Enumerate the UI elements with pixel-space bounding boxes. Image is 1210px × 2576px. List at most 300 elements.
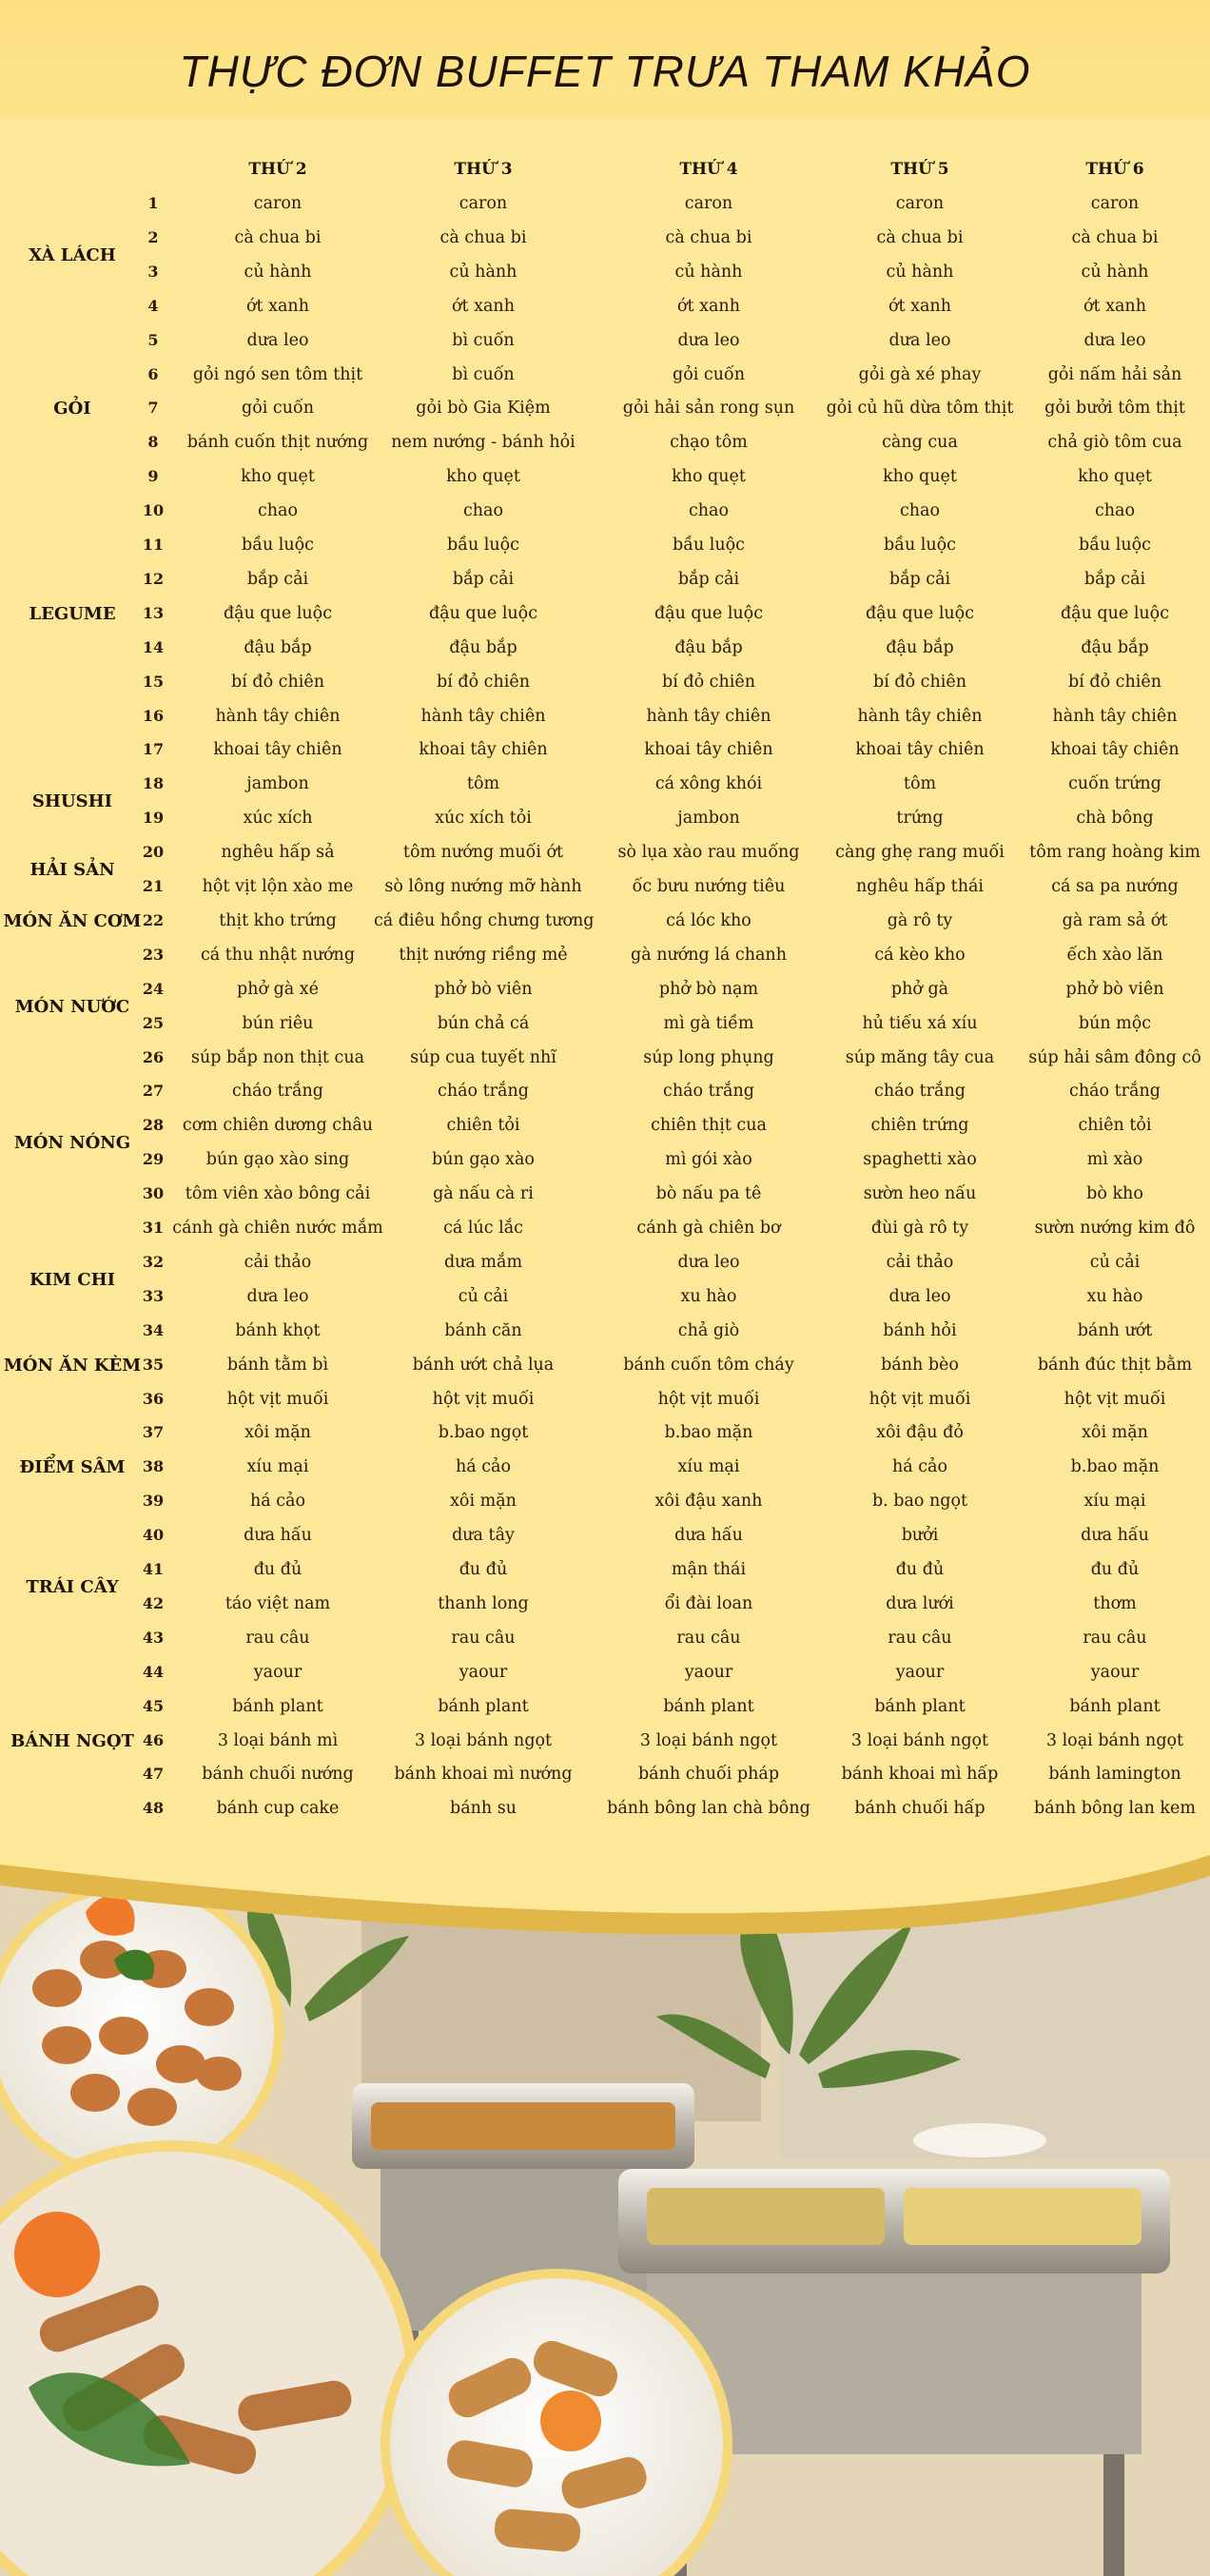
dish-cell: xôi đậu xanh	[654, 1492, 763, 1512]
dish-cell: đậu que luộc	[654, 603, 764, 623]
dish-cell: nem nướng - bánh hỏi	[391, 433, 576, 453]
dish-cell: bò kho	[1086, 1184, 1143, 1204]
dish-cell: cà chua bi	[234, 227, 322, 247]
dish-cell: bánh hỏi	[883, 1320, 957, 1340]
dish-cell: cháo trắng	[874, 1082, 966, 1102]
dish-cell: xôi đậu đỏ	[876, 1423, 964, 1443]
dish-cell: rau câu	[676, 1628, 741, 1648]
dish-cell: gỏi ngó sen tôm thịt	[192, 364, 363, 384]
dish-cell: đậu bắp	[1081, 637, 1149, 657]
row-number: 25	[142, 1013, 165, 1032]
dish-cell: mì gà tiềm	[663, 1013, 754, 1033]
row-number: 15	[142, 672, 165, 691]
dish-cell: bầu luộc	[673, 536, 745, 555]
dish-cell: rau câu	[245, 1628, 310, 1648]
dish-cell: yaour	[684, 1662, 733, 1682]
dish-cell: bánh khoai mì nướng	[394, 1765, 573, 1785]
menu-row	[0, 1655, 1210, 1689]
dish-cell: bún gạo xào	[432, 1150, 535, 1170]
category-label: GỎI	[53, 399, 91, 420]
day-header-5: THỨ 5	[890, 160, 949, 179]
dish-cell: xíu mại	[677, 1457, 740, 1477]
dish-cell: hột vịt muối	[226, 1389, 329, 1409]
dish-cell: bầu luộc	[884, 536, 956, 555]
dish-cell: hành tây chiên	[646, 706, 771, 726]
dish-cell: củ hành	[886, 262, 954, 282]
dish-cell: 3 loại bánh ngọt	[850, 1730, 989, 1750]
dish-cell: chả giò tôm cua	[1047, 433, 1182, 453]
dish-cell: kho quẹt	[1078, 467, 1152, 487]
row-number: 3	[147, 262, 159, 281]
dish-cell: chà bông	[1076, 809, 1154, 829]
row-number: 27	[142, 1082, 165, 1101]
dish-cell: caron	[895, 194, 945, 213]
dish-cell: bắp cải	[246, 569, 309, 589]
dish-cell: tôm viên xào bông cải	[185, 1184, 371, 1204]
dish-cell: đậu que luộc	[1060, 603, 1170, 623]
menu-row	[0, 1177, 1210, 1211]
dish-cell: xôi mặn	[1082, 1423, 1148, 1443]
dish-cell: củ hành	[449, 262, 517, 282]
dish-cell: hột vịt muối	[657, 1389, 760, 1409]
dish-cell: bún riêu	[242, 1013, 314, 1033]
menu-row	[0, 1074, 1210, 1108]
row-number: 33	[142, 1286, 165, 1305]
row-number: 34	[142, 1320, 165, 1339]
dish-cell: bí đỏ chiên	[437, 672, 530, 692]
row-number: 30	[142, 1184, 165, 1203]
row-number: 48	[142, 1799, 165, 1818]
menu-row	[0, 1724, 1210, 1758]
dish-cell: bánh chuối nướng	[202, 1765, 354, 1785]
dish-cell: dưa hấu	[244, 1526, 312, 1546]
menu-row	[0, 665, 1210, 699]
dish-cell: dưa leo	[888, 1286, 951, 1306]
menu-row	[0, 1382, 1210, 1416]
dish-cell: rau câu	[888, 1628, 952, 1648]
category-label: KIM CHI	[29, 1269, 115, 1290]
dish-cell: đậu bắp	[674, 637, 743, 657]
menu-row	[0, 1279, 1210, 1314]
row-number: 42	[142, 1593, 165, 1612]
menu-row	[0, 528, 1210, 562]
dish-cell: ớt xanh	[246, 296, 309, 316]
category-label: HẢI SẢN	[29, 860, 115, 881]
menu-row	[0, 1587, 1210, 1621]
dish-cell: hột vịt lộn xào me	[202, 877, 354, 896]
dish-cell: bánh khoai mì hấp	[841, 1765, 999, 1785]
row-number: 26	[142, 1047, 165, 1066]
dish-cell: ếch xào lăn	[1066, 945, 1163, 965]
menu-row	[0, 904, 1210, 938]
dish-cell: chạo tôm	[670, 433, 748, 453]
dish-cell: bún gạo xào sing	[205, 1150, 350, 1170]
dish-cell: xúc xích	[243, 809, 313, 829]
dish-cell: b.bao ngọt	[438, 1423, 529, 1443]
dish-cell: yaour	[253, 1662, 302, 1682]
dish-cell: củ hành	[1081, 262, 1149, 282]
dish-cell: thơm	[1093, 1593, 1137, 1613]
row-number: 38	[142, 1457, 165, 1476]
dish-cell: bánh chuối hấp	[854, 1799, 986, 1819]
dish-cell: hủ tiếu xá xíu	[862, 1013, 978, 1033]
row-number: 36	[142, 1389, 165, 1408]
day-header-2: THỨ 2	[248, 160, 307, 179]
row-number: 1	[147, 194, 159, 212]
row-number: 35	[142, 1355, 165, 1374]
dish-cell: dưa hấu	[1081, 1526, 1149, 1546]
category-label: BÁNH NGỌT	[10, 1730, 134, 1751]
dish-cell: bánh plant	[874, 1696, 966, 1716]
dish-cell: tôm	[903, 774, 937, 794]
dish-cell: cháo trắng	[1069, 1082, 1161, 1102]
dish-cell: dưa leo	[246, 1286, 309, 1306]
dish-cell: rau câu	[1083, 1628, 1147, 1648]
dish-cell: đậu que luộc	[428, 603, 538, 623]
dish-cell: spaghetti xào	[863, 1150, 977, 1170]
dish-cell: bắp cải	[1083, 569, 1146, 589]
dish-cell: bầu luộc	[1079, 536, 1151, 555]
menu-row	[0, 1142, 1210, 1177]
dish-cell: kho quẹt	[241, 467, 315, 487]
dish-cell: trứng	[896, 809, 944, 829]
row-number: 14	[142, 637, 165, 656]
row-number: 32	[142, 1252, 165, 1271]
row-number: 28	[142, 1116, 165, 1135]
dish-cell: caron	[1090, 194, 1140, 213]
row-number: 13	[142, 603, 165, 622]
category-label: MÓN NÓNG	[13, 1133, 131, 1154]
dish-cell: 3 loại bánh ngọt	[639, 1730, 778, 1750]
row-number: 8	[147, 433, 159, 452]
dish-cell: cà chua bi	[665, 227, 752, 247]
dish-cell: cá sa pa nướng	[1051, 877, 1179, 896]
dish-cell: bì cuốn	[452, 330, 515, 350]
dish-cell: nghêu hấp thái	[855, 877, 985, 896]
menu-row	[0, 1552, 1210, 1587]
dish-cell: gỏi củ hũ dừa tôm thịt	[826, 399, 1014, 419]
dish-cell: ổi đài loan	[664, 1593, 753, 1613]
dish-cell: bí đỏ chiên	[873, 672, 966, 692]
dish-cell: bánh cuốn thịt nướng	[186, 433, 369, 453]
dish-cell: gỏi bò Gia Kiệm	[416, 399, 551, 419]
dish-cell: đu đủ	[253, 1560, 302, 1579]
dish-cell: xu hào	[1086, 1286, 1143, 1306]
dish-cell: bánh plant	[1069, 1696, 1161, 1716]
menu-row	[0, 1314, 1210, 1348]
dish-cell: đu đủ	[895, 1560, 945, 1579]
dish-cell: bí đỏ chiên	[231, 672, 324, 692]
row-number: 6	[147, 364, 159, 383]
dish-cell: dưa mắm	[443, 1252, 523, 1272]
day-header-6: THỨ 6	[1085, 160, 1144, 179]
dish-cell: cà chua bi	[1071, 227, 1159, 247]
row-number: 21	[142, 877, 165, 895]
dish-cell: xúc xích tỏi	[435, 809, 532, 829]
dish-cell: khoai tây chiên	[644, 740, 773, 760]
dish-cell: bí đỏ chiên	[662, 672, 755, 692]
row-number: 12	[142, 569, 165, 588]
dish-cell: gỏi cuốn	[673, 364, 745, 384]
dish-cell: táo việt nam	[224, 1593, 331, 1613]
menu-row	[0, 221, 1210, 255]
menu-row	[0, 1006, 1210, 1041]
row-number: 44	[142, 1662, 165, 1681]
dish-cell: gà ram sả ớt	[1062, 910, 1168, 930]
dish-cell: càng cua	[882, 433, 958, 453]
row-number: 4	[147, 296, 159, 315]
dish-cell: sò lông nướng mỡ hành	[384, 877, 582, 896]
dish-cell: đu đủ	[1090, 1560, 1140, 1579]
menu-row	[0, 1791, 1210, 1825]
row-number: 9	[147, 467, 159, 486]
dish-cell: bánh bèo	[881, 1355, 959, 1375]
dish-cell: cải thảo	[244, 1252, 312, 1272]
menu-row	[0, 425, 1210, 459]
dish-cell: đậu bắp	[886, 637, 954, 657]
dish-cell: cháo trắng	[232, 1082, 323, 1102]
dish-cell: đậu que luộc	[223, 603, 333, 623]
row-number: 11	[142, 536, 165, 554]
dish-cell: bánh su	[450, 1799, 517, 1819]
dish-cell: caron	[459, 194, 508, 213]
menu-row	[0, 767, 1210, 801]
dish-cell: dưa leo	[888, 330, 951, 350]
dish-cell: xôi mặn	[244, 1423, 311, 1443]
dish-cell: gà nướng lá chanh	[631, 945, 787, 965]
day-header-4: THỨ 4	[679, 160, 738, 179]
dish-cell: hành tây chiên	[420, 706, 546, 726]
dish-cell: cà chua bi	[439, 227, 527, 247]
menu-row	[0, 289, 1210, 323]
menu-row	[0, 1450, 1210, 1484]
page-title: THỰC ĐƠN BUFFET TRƯA THAM KHẢO	[179, 47, 1031, 96]
row-number: 46	[142, 1730, 165, 1749]
dish-cell: khoai tây chiên	[419, 740, 548, 760]
dish-cell: bánh bông lan kem	[1034, 1799, 1196, 1819]
dish-cell: ốc bưu nướng tiêu	[632, 877, 786, 896]
menu-row	[0, 1211, 1210, 1245]
dish-cell: yaour	[895, 1662, 945, 1682]
category-label: LEGUME	[29, 603, 116, 624]
dish-cell: củ cải	[458, 1286, 509, 1306]
dish-cell: cánh gà chiên nước mắm	[172, 1219, 383, 1238]
dish-cell: cá lúc lắc	[443, 1219, 523, 1238]
dish-cell: caron	[684, 194, 733, 213]
dish-cell: bí đỏ chiên	[1068, 672, 1161, 692]
row-number: 43	[142, 1628, 165, 1647]
menu-row	[0, 596, 1210, 631]
dish-cell: chao	[462, 501, 504, 521]
dish-cell: ớt xanh	[888, 296, 951, 316]
dish-cell: ớt xanh	[452, 296, 515, 316]
dish-cell: há cảo	[249, 1492, 306, 1512]
dish-cell: há cảo	[891, 1457, 948, 1477]
row-number: 39	[142, 1492, 165, 1511]
dish-cell: bầu luộc	[242, 536, 314, 555]
dish-cell: bánh ướt	[1077, 1320, 1153, 1340]
dish-cell: sườn heo nấu	[863, 1184, 977, 1204]
dish-cell: phở gà	[890, 979, 949, 999]
dish-cell: cải thảo	[886, 1252, 954, 1272]
menu-row	[0, 1348, 1210, 1382]
dish-cell: mì xào	[1086, 1150, 1143, 1170]
row-number: 20	[142, 843, 165, 862]
menu-row	[0, 391, 1210, 425]
dish-cell: há cảo	[455, 1457, 512, 1477]
dish-cell: hột vịt muối	[432, 1389, 535, 1409]
dish-cell: cá lóc kho	[666, 910, 751, 930]
dish-cell: hành tây chiên	[857, 706, 983, 726]
dish-cell: bánh plant	[663, 1696, 754, 1716]
dish-cell: b.bao mặn	[664, 1423, 753, 1443]
day-header-3: THỨ 3	[454, 160, 513, 179]
dish-cell: gà nấu cà ri	[433, 1184, 534, 1204]
dish-cell: gỏi gà xé phay	[858, 364, 982, 384]
decorative-wave	[0, 1826, 1210, 1979]
dish-cell: bún chả cá	[437, 1013, 530, 1033]
menu-row	[0, 1484, 1210, 1518]
menu-row	[0, 835, 1210, 869]
dish-cell: phở bò nạm	[658, 979, 759, 999]
dish-cell: cánh gà chiên bơ	[636, 1219, 781, 1238]
dish-cell: dưa tây	[452, 1526, 515, 1546]
dish-cell: yaour	[1090, 1662, 1140, 1682]
dish-cell: gỏi cuốn	[242, 399, 314, 419]
dish-cell: kho quẹt	[446, 467, 520, 487]
dish-cell: bánh lamington	[1048, 1765, 1181, 1785]
row-number: 29	[142, 1150, 165, 1169]
menu-row	[0, 1245, 1210, 1279]
dish-cell: chả giò	[677, 1320, 740, 1340]
dish-cell: súp long phụng	[643, 1047, 774, 1067]
dish-cell: bắp cải	[888, 569, 951, 589]
dish-cell: 3 loại bánh mì	[217, 1730, 339, 1750]
menu-row	[0, 1621, 1210, 1655]
dish-cell: cá điêu hồng chưng tương	[374, 910, 595, 930]
dish-cell: rau câu	[451, 1628, 516, 1648]
row-number: 10	[142, 501, 165, 520]
dish-cell: cuốn trứng	[1068, 774, 1161, 794]
dish-cell: thịt nướng riềng mẻ	[399, 945, 568, 965]
dish-cell: bánh plant	[232, 1696, 323, 1716]
dish-cell: củ hành	[674, 262, 743, 282]
category-label: SHUSHI	[31, 791, 113, 812]
row-number: 41	[142, 1560, 165, 1578]
dish-cell: ớt xanh	[677, 296, 740, 316]
dish-cell: bánh ướt chả lụa	[412, 1355, 555, 1375]
dish-cell: súp hải sâm đông cô	[1028, 1047, 1201, 1067]
dish-cell: dưa leo	[1083, 330, 1146, 350]
row-number: 17	[142, 740, 165, 759]
category-label: MÓN NƯỚC	[14, 996, 130, 1017]
dish-cell: dưa leo	[677, 1252, 740, 1272]
menu-row	[0, 801, 1210, 835]
dish-cell: chao	[688, 501, 730, 521]
dish-cell: yaour	[459, 1662, 508, 1682]
dish-cell: gà rô ty	[887, 910, 953, 930]
menu-row	[0, 494, 1210, 528]
menu-area	[0, 118, 1210, 1925]
dish-cell: mận thái	[671, 1560, 747, 1579]
dish-cell: ớt xanh	[1083, 296, 1146, 316]
dish-cell: khoai tây chiên	[213, 740, 342, 760]
dish-cell: bún mộc	[1078, 1013, 1152, 1033]
dish-cell: hột vịt muối	[868, 1389, 971, 1409]
menu-row	[0, 699, 1210, 733]
dish-cell: bắp cải	[452, 569, 515, 589]
dish-cell: cá kèo kho	[874, 945, 966, 965]
dish-cell: nghêu hấp sả	[221, 843, 335, 863]
dish-cell: bánh đúc thịt bằm	[1037, 1355, 1193, 1375]
dish-cell: mì gói xào	[665, 1150, 752, 1170]
dish-cell: bầu luộc	[447, 536, 519, 555]
category-label: MÓN ĂN KÈM	[3, 1355, 142, 1376]
dish-cell: tôm rang hoàng kim	[1029, 843, 1200, 863]
dish-cell: bưởi	[901, 1526, 939, 1546]
dish-cell: xu hào	[680, 1286, 737, 1306]
dish-cell: bánh plant	[438, 1696, 529, 1716]
dish-cell: chiên thịt cua	[651, 1116, 767, 1136]
dish-cell: gỏi nấm hải sản	[1047, 364, 1182, 384]
dish-cell: bánh khọt	[235, 1320, 321, 1340]
dish-cell: đậu bắp	[449, 637, 517, 657]
dish-cell: phở bò viên	[434, 979, 533, 999]
dish-cell: cà chua bi	[876, 227, 964, 247]
menu-row	[0, 186, 1210, 221]
dish-cell: bò nấu pa tê	[655, 1184, 762, 1204]
row-number: 2	[147, 227, 159, 246]
dish-cell: bánh tằm bì	[226, 1355, 329, 1375]
dish-cell: bánh cuốn tôm cháy	[623, 1355, 794, 1375]
dish-cell: hành tây chiên	[1052, 706, 1178, 726]
menu-row	[0, 358, 1210, 392]
dish-cell: xíu mại	[1083, 1492, 1146, 1512]
dish-cell: chiên trứng	[870, 1116, 969, 1136]
dish-cell: súp cua tuyết nhĩ	[410, 1047, 556, 1067]
row-number: 40	[142, 1526, 165, 1545]
row-number: 45	[142, 1696, 165, 1715]
menu-row	[0, 1415, 1210, 1450]
dish-cell: hột vịt muối	[1064, 1389, 1166, 1409]
menu-row	[0, 1108, 1210, 1142]
dish-cell: chiên tỏi	[1078, 1116, 1152, 1136]
dish-cell: củ hành	[244, 262, 312, 282]
dish-cell: cháo trắng	[438, 1082, 529, 1102]
dish-cell: dưa hấu	[674, 1526, 743, 1546]
dish-cell: gỏi hải sản rong sụn	[622, 399, 795, 419]
menu-row	[0, 1518, 1210, 1552]
dish-cell: 3 loại bánh ngọt	[1045, 1730, 1184, 1750]
dish-cell: bánh cup cake	[216, 1799, 340, 1819]
dish-cell: súp bắp non thịt cua	[190, 1047, 365, 1067]
dish-cell: sườn nướng kim đô	[1034, 1219, 1196, 1238]
row-number: 7	[147, 399, 159, 418]
dish-cell: chao	[257, 501, 299, 521]
dish-cell: caron	[253, 194, 302, 213]
dish-cell: phở gà xé	[237, 979, 319, 999]
menu-row	[0, 1041, 1210, 1075]
dish-cell: kho quẹt	[883, 467, 957, 487]
dish-cell: tôm	[466, 774, 500, 794]
dish-cell: kho quẹt	[672, 467, 746, 487]
dish-cell: hành tây chiên	[215, 706, 341, 726]
dish-cell: sò lụa xào rau muống	[617, 843, 800, 863]
dish-cell: jambon	[677, 809, 740, 829]
row-number: 23	[142, 945, 165, 964]
dish-cell: bánh bông lan chà bông	[607, 1799, 810, 1819]
category-label: MÓN ĂN CƠM	[3, 910, 142, 931]
